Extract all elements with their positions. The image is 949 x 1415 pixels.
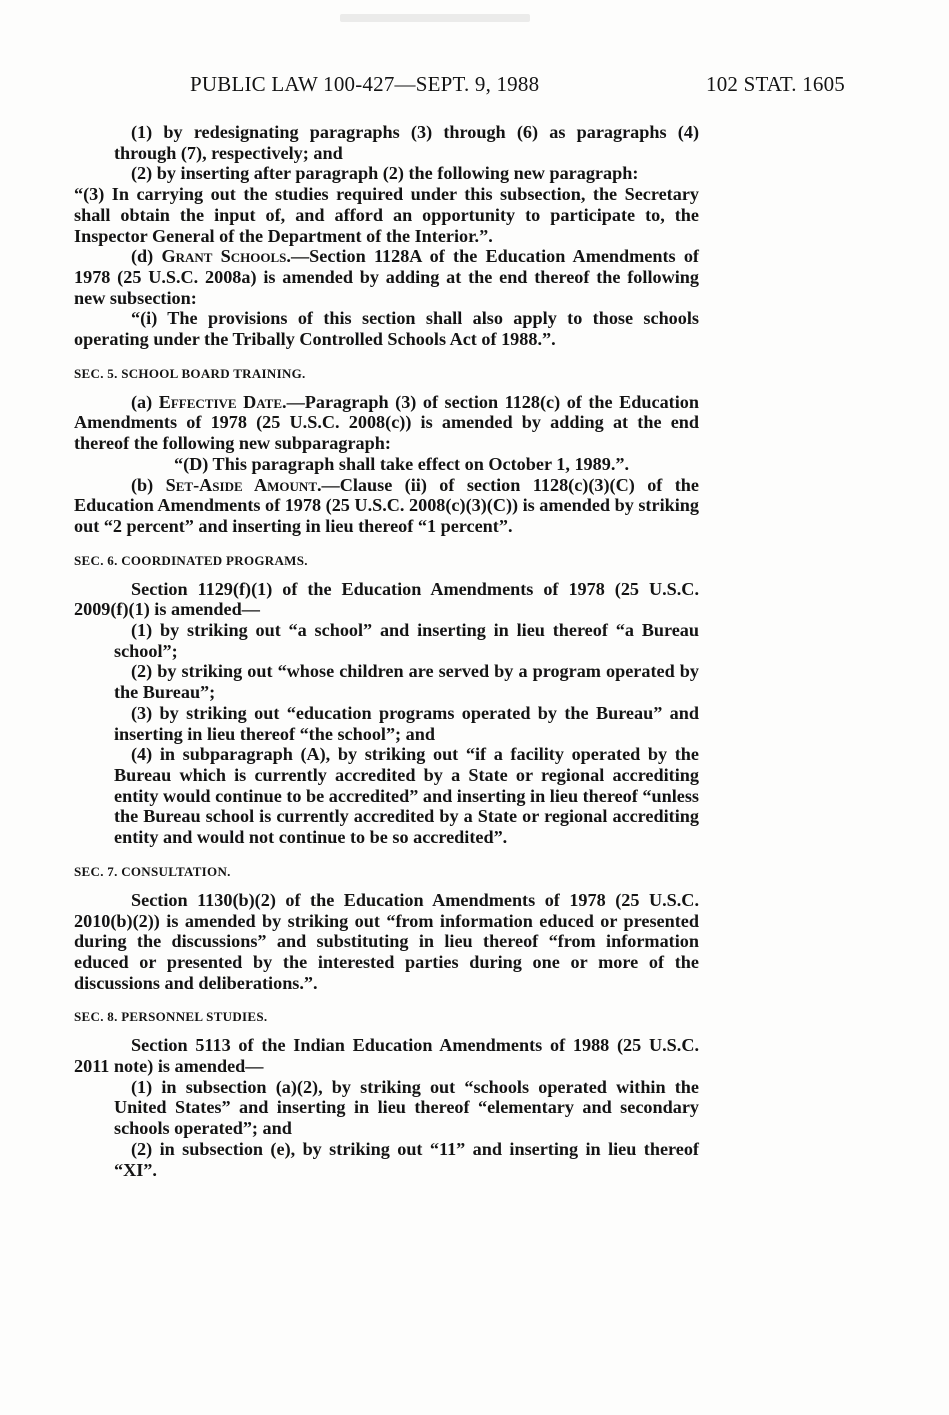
- sec6-item-1: (1) by striking out “a school” and inserting in lieu thereof “a Bureau school”;: [114, 620, 699, 661]
- sec5-a-label: (a): [131, 391, 159, 412]
- header-stat-page: 102 STAT. 1605: [706, 72, 845, 96]
- sec5-subsection-b: [74, 475, 699, 537]
- sec6-item-3: (3) by striking out “education programs operated by the Bureau” and inserting in lieu thereof “the school”; and: [114, 702, 699, 744]
- subsection-i-text: “(i) The provisions of this section shall also apply to those schools operating under the Tribally Controlled Schools Act of 1988.”.: [74, 308, 699, 350]
- section-5-heading: SEC. 5. SCHOOL BOARD TRAINING.: [74, 365, 306, 381]
- sec6-item-4: (4) in subparagraph (A), by striking out “if a facility operated by the Bureau which is currently accredited by a State or regional accrediting entity would continue to be accredited” and inserting in lieu thereof “unless the Bureau school is currently accredited by a State or regional accrediting entity and would not continue to be so accredited”.: [114, 744, 699, 848]
- subsection-d: [74, 246, 699, 308]
- subsection-d-heading: Grant Schools: [161, 246, 287, 267]
- sec8-intro: Section 5113 of the Indian Education Amendments of 1988 (25 U.S.C. 2011 note) is amended—: [74, 1035, 699, 1077]
- section-7-heading: SEC. 7. CONSULTATION.: [74, 863, 231, 879]
- paragraph-inserting: (2) by inserting after paragraph (2) the following new paragraph:: [131, 163, 639, 184]
- sec5-subsection-a: [74, 392, 699, 454]
- paragraph-redesignating: (1) by redesignating paragraphs (3) through (6) as paragraphs (4) through (7), respectively; and: [114, 122, 699, 163]
- paragraph-3-text: “(3) In carrying out the studies required under this subsection, the Secretary shall obtain the input of, and afford an opportunity to participate to, the Inspector General of the Department of the Interior.”.: [74, 184, 699, 246]
- sec5-b-label: (b): [131, 474, 166, 495]
- subsection-d-text: .—Section 1128A of the Education Amendments of 1978 (25 U.S.C. 2008a) is amended by adding at the end thereof the following new subsection:: [74, 246, 699, 308]
- sec5-a-text: .—Paragraph (3) of section 1128(c) of the Education Amendments of 1978 (25 U.S.C. 2008(c)) is amended by adding at the end thereof the following new subparagraph:: [74, 391, 699, 454]
- sec5-a-heading: Effective Date: [158, 391, 283, 412]
- sec8-item-1: (1) in subsection (a)(2), by striking out “schools operated within the United States” and inserting in lieu thereof “elementary and secondary schools operated”; and: [114, 1076, 699, 1139]
- sec8-item-2: (2) in subsection (e), by striking out “11” and inserting in lieu thereof “XI”.: [114, 1138, 699, 1180]
- page-header: [190, 72, 845, 102]
- sec6-item-2: (2) by striking out “whose children are served by a program operated by the Bureau”;: [114, 661, 699, 703]
- section-8-heading: SEC. 8. PERSONNEL STUDIES.: [74, 1009, 268, 1025]
- document-body: [74, 122, 699, 1180]
- header-title: PUBLIC LAW 100-427—SEPT. 9, 1988: [190, 72, 540, 96]
- sec5-subparagraph-D: “(D) This paragraph shall take effect on October 1, 1989.”.: [174, 453, 630, 474]
- sec5-b-heading: Set-Aside Amount: [165, 474, 317, 495]
- sec7-text: Section 1130(b)(2) of the Education Amendments of 1978 (25 U.S.C. 2010(b)(2)) is amended by striking out “from information educed or presented during the discussions” and substituting in lieu thereof “from information educed or presented by the interested parties during one or more of the discussions and deliberations.”.: [74, 889, 699, 993]
- section-6-heading: SEC. 6. COORDINATED PROGRAMS.: [74, 552, 308, 568]
- subsection-d-label: (d): [131, 246, 162, 267]
- sec5-b-text: .—Clause (ii) of section 1128(c)(3)(C) of the Education Amendments of 1978 (25 U.S.C. 2008(c)(3)(C)) is amended by striking out “2 percent” and inserting in lieu thereof “1 percent”.: [74, 474, 699, 536]
- scan-smudge: [340, 14, 530, 22]
- sec6-intro: Section 1129(f)(1) of the Education Amendments of 1978 (25 U.S.C. 2009(f)(1) is amended—: [74, 578, 699, 620]
